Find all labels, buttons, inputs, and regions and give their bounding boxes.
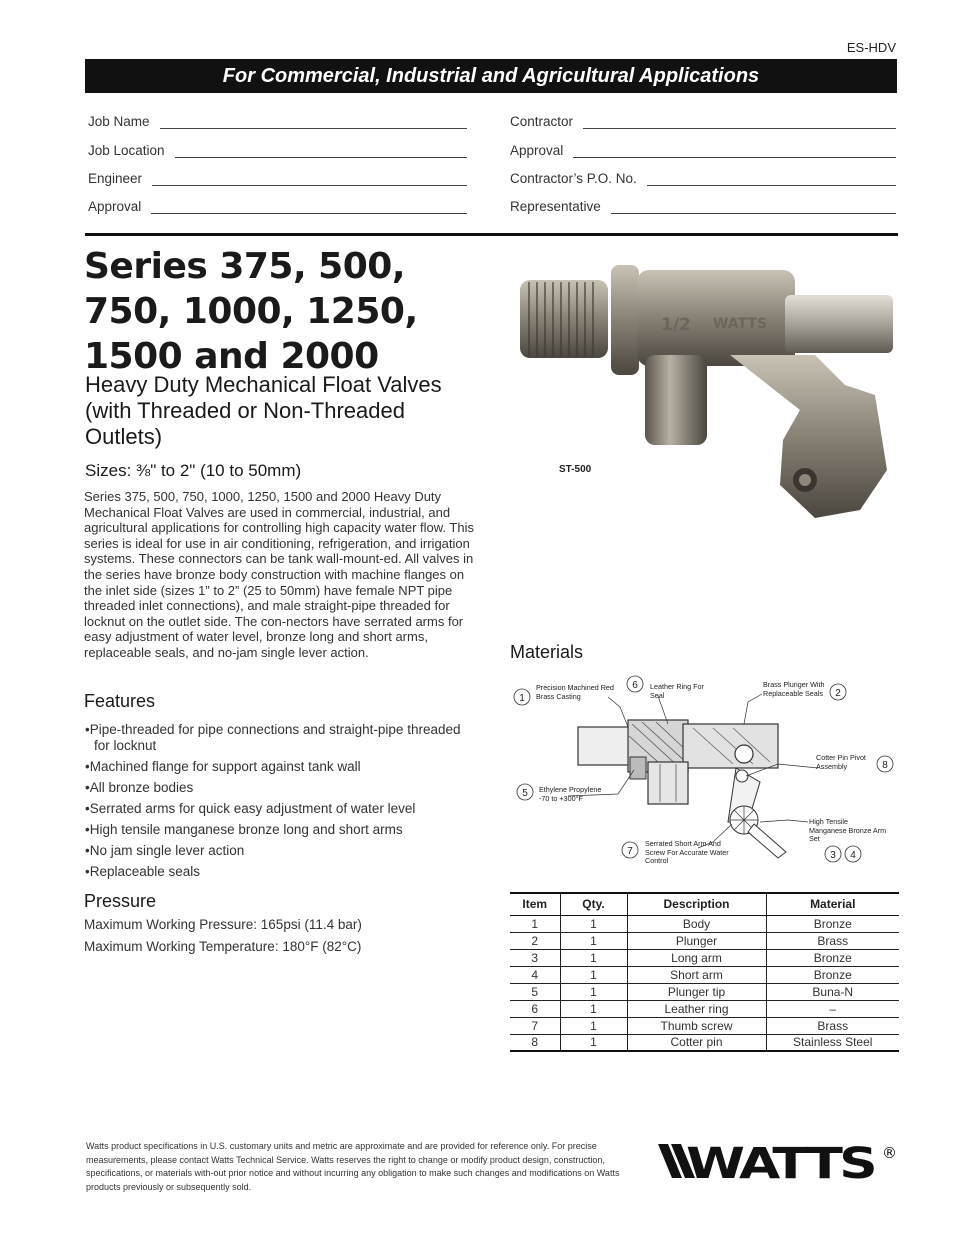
callout-5-label: Ethylene Propylene [539,785,602,794]
features-list [85,722,475,885]
callout-number: 3 [830,850,836,861]
feature-item: • Pipe-threaded for pipe connections and straight-pipe threaded for locknut [85,722,475,753]
callout-6-label: Leather Ring For Seal [650,683,704,700]
approval-field-left[interactable] [88,199,467,214]
callout-number: 8 [882,760,888,771]
table-row: 7 1 Thumb screw Brass [510,1017,899,1034]
job-location-label: Job Location [88,143,165,158]
feature-item: • High tensile manganese bronze long and short arms [85,822,475,838]
callout-number: 5 [522,788,528,799]
engineer-field[interactable] [88,171,467,186]
product-subtitle: Heavy Duty Mechanical Float Valves (with Threaded or Non-Threaded Outlets) [85,372,442,449]
approval-label-left: Approval [88,199,142,214]
series-title-line-3: 1500 and 2000 [84,336,379,377]
machined-flange [611,265,639,375]
watts-logo-wordmark: WATTS [686,1140,875,1182]
feature-item: • Machined flange for support against tank wall [85,759,475,775]
table-row: 1 1 Body Bronze [510,915,899,932]
callout-7-label: Serrated Short Arm And Screw For Accurate Water Control [645,840,729,865]
max-temperature-text: Maximum Working Temperature: 180°F (82°C) [84,939,362,954]
callout-2-label: Brass Plunger With Replaceable Seals [763,681,825,698]
features-heading: Features [84,691,156,711]
callout-3-4-label: High Tensile Manganese Bronze Arm Set [809,818,887,843]
sizes-heading: Sizes: ⅜" to 2" (10 to 50mm) [85,461,302,480]
document-code: ES-HDV [846,40,896,55]
callout-number: 7 [627,846,633,857]
contractor-label: Contractor [510,114,574,129]
valve-cross-section [578,720,786,858]
series-title [84,244,484,379]
feature-item: • All bronze bodies [85,780,475,796]
application-banner: For Commercial, Industrial and Agricultural Applications [85,59,897,93]
table-row: 2 1 Plunger Brass [510,932,899,949]
column-header: Description [627,893,766,915]
engineer-label: Engineer [88,171,143,186]
lever-arm [730,355,887,518]
intro-paragraph: Series 375, 500, 750, 1000, 1250, 1500 and 2000 Heavy Duty Mechanical Float Valves are used in commercial, industrial, and agricultural applications for controlling high capacity water flow. This series is ideal for use in air conditioning, refrigeration, and irrigation systems. These connectors can be tank wall-mount-ed. All valves in the series have bronze body construction with machine flanges on the inlet side (sizes 1” to 2” (25 to 50mm) have female NPT pipe threaded inlet connections), and male straight-pipe threaded for locknut on the outlet side. The con-nectors have serrated arms for easy adjustment of water level, bronze long and short arms, replaceable seals, and no-jam single lever action. [84,489,474,660]
materials-heading: Materials [510,642,584,662]
job-location-field[interactable] [88,143,467,158]
representative-label: Representative [510,199,601,214]
callout-5-range: -70 to +300°F [539,794,583,803]
callout-number: 1 [519,693,525,704]
callout-8-label: Cotter Pin Pivot Assembly [816,754,866,771]
approval-field-right[interactable] [510,143,896,158]
float-valve-photo [515,260,895,522]
photo-caption: ST-500 [559,464,592,475]
feature-item: • Serrated arms for quick easy adjustment of water level [85,801,475,817]
approval-label-right: Approval [510,143,564,158]
representative-field[interactable] [510,199,896,214]
feature-item: • No jam single lever action [85,843,475,859]
job-name-field[interactable] [88,114,467,129]
table-row: 4 1 Short arm Bronze [510,966,899,983]
contractor-field[interactable] [510,114,896,129]
contractor-po-field[interactable] [510,171,896,186]
section-divider [85,233,898,236]
table-row: 6 1 Leather ring – [510,1000,899,1017]
series-title-line-1: Series 375, 500, [84,246,405,287]
column-header: Material [766,893,899,915]
contractor-po-label: Contractor’s P.O. No. [510,171,637,186]
table-row: 3 1 Long arm Bronze [510,949,899,966]
materials-table [510,892,899,1052]
series-title-line-2: 750, 1000, 1250, [84,291,418,332]
body-size-marking: 1/2 [661,315,691,335]
body-brand-marking: WATTS [713,316,768,332]
callout-number: 6 [632,680,638,691]
table-header-row [510,893,899,915]
pressure-heading: Pressure [84,891,157,911]
callout-number: 2 [835,688,841,699]
callout-number: 4 [850,850,856,861]
threaded-inlet [520,280,608,358]
materials-cutaway-diagram [508,672,898,872]
max-pressure-text: Maximum Working Pressure: 165psi (11.4 bar) [84,917,362,932]
watts-logo [658,1140,898,1182]
callout-1-label: Precision Machined Red Brass Casting [536,684,614,701]
job-name-label: Job Name [88,114,150,129]
outlet-nozzle [645,355,707,445]
column-header: Item [510,893,560,915]
table-row: 8 1 Cotter pin Stainless Steel [510,1034,899,1051]
brass-plunger [785,295,893,353]
registered-mark: ® [882,1144,897,1162]
table-row: 5 1 Plunger tip Buna-N [510,983,899,1000]
feature-item: • Replaceable seals [85,864,475,880]
disclaimer-footnote: Watts product specifications in U.S. customary units and metric are approximate and are provided for reference only. For precise measurements, please contact Watts Technical Service. Watts reserves the right to change or modify product design, construction, specifications, or materials with-out prior notice and without incurring any obligation to make such changes and modifications on Watts products previously or subsequently sold. [86,1141,620,1192]
column-header: Qty. [560,893,627,915]
